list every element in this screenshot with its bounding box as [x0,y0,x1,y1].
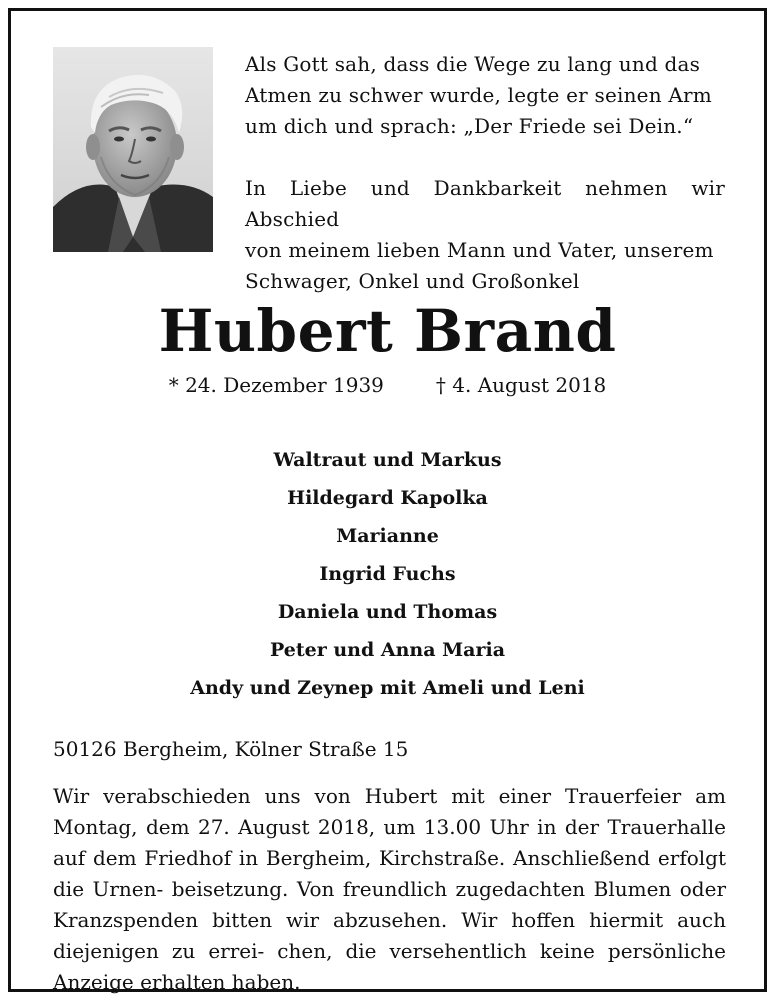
obituary-frame [8,8,767,992]
life-dates [11,371,764,399]
farewell-line: Schwager, Onkel und Großonkel [245,269,580,293]
ceremony-line: Wir verabschieden uns von Hubert mit einer Trauerfeier am Montag, [53,784,726,839]
verse-line: um dich und sprach: „Der Friede sei Dein.“ [245,114,694,138]
birth-date: * 24. Dezember 1939 [168,373,384,397]
death-date: † 4. August 2018 [435,373,607,397]
ceremony-notice [53,781,726,998]
portrait-illustration [53,47,213,252]
verse-block [245,49,725,297]
mourner-entry: Ingrid Fuchs [319,563,456,585]
ceremony-line: chen, die versehentlich keine persönliche Anzeige erhalten haben. [53,939,726,994]
ceremony-line: beisetzung. Von freundlich zugedachten Blumen oder Kranzspenden [53,877,726,932]
mourner-entry: Peter und Anna Maria [269,639,506,661]
mourner-entry: Daniela und Thomas [277,601,498,623]
ceremony-line: bitten wir abzusehen. Wir hoffen hiermit auch diejenigen zu errei- [53,908,726,963]
farewell-paragraph [245,173,725,297]
family-address: 50126 Bergheim, Kölner Straße 15 [53,737,409,761]
verse-line: Als Gott sah, dass die Wege zu lang und das [245,52,701,76]
verse-paragraph [245,49,725,142]
ceremony-paragraph [53,781,726,998]
mourner-entry: Hildegard Kapolka [287,487,488,509]
farewell-line: In Liebe und Dankbarkeit nehmen wir Abschied [245,176,725,231]
mourner-entry: Marianne [336,525,439,547]
verse-line: Atmen zu schwer wurde, legte er seinen Arm [245,83,712,107]
ceremony-line: Friedhof in Bergheim, Kirchstraße. Anschließend erfolgt die Urnen- [53,846,727,901]
farewell-line: von meinem lieben Mann und Vater, unserem [245,238,714,262]
mourner-entry: Andy und Zeynep mit Ameli und Leni [190,677,585,699]
portrait-photo [53,47,213,252]
mourners-list [11,441,764,707]
ceremony-line: dem 27. August 2018, um 13.00 Uhr in der Trauerhalle auf dem [53,815,727,870]
deceased-name: Hubert Brand [158,297,617,365]
mourner-entry: Waltraut und Markus [273,449,502,471]
